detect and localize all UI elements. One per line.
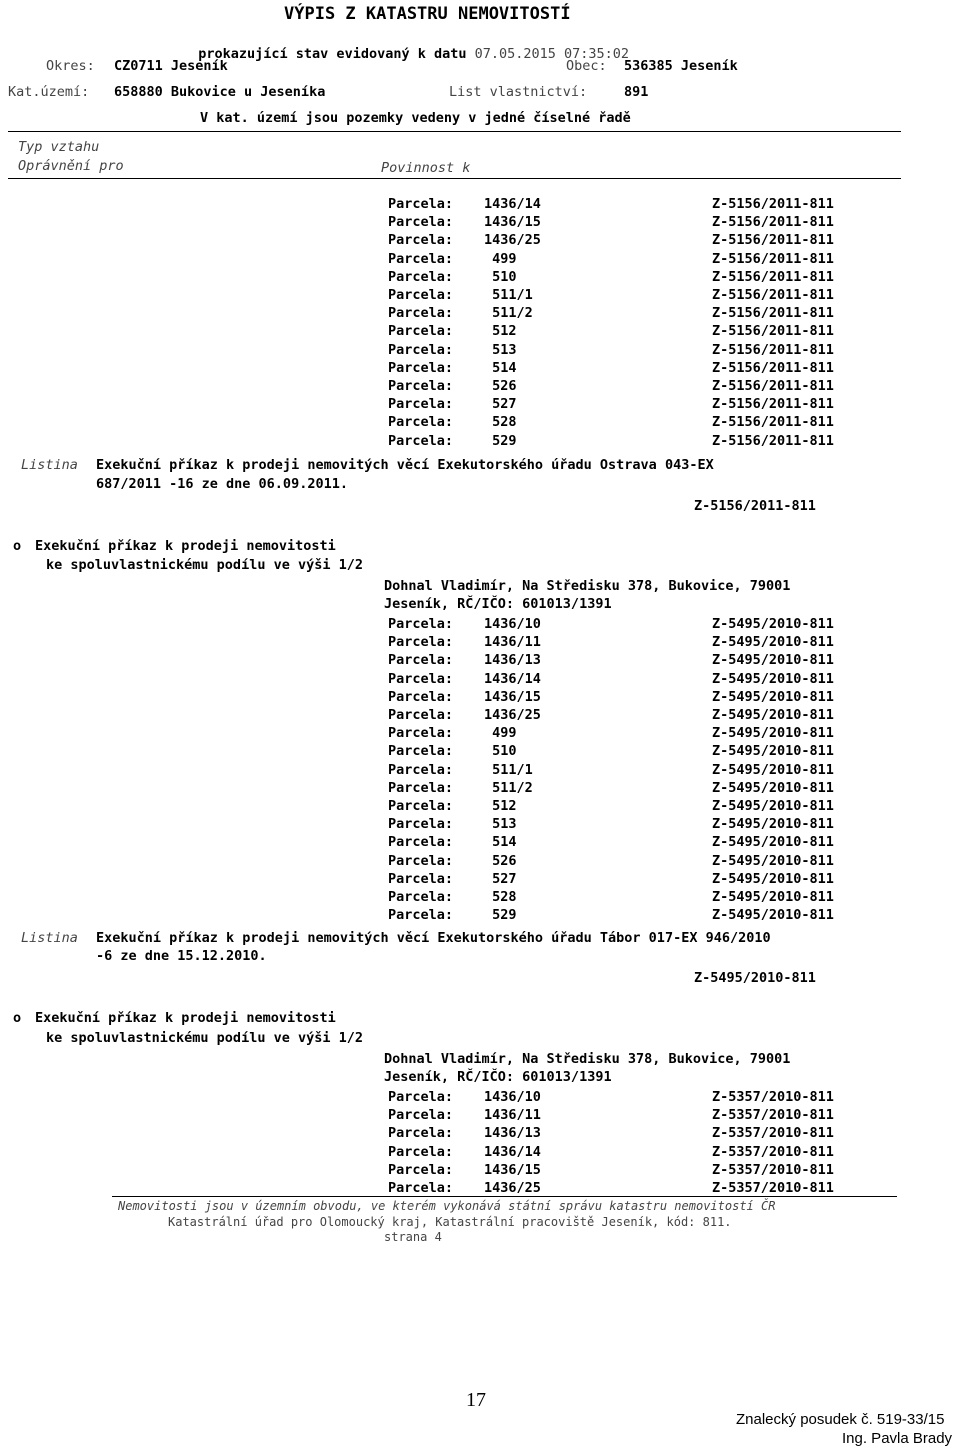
- document-title: VÝPIS Z KATASTRU NEMOVITOSTÍ: [284, 4, 571, 24]
- parcel-number: 1436/11: [484, 634, 541, 651]
- parcel-row: [388, 413, 868, 431]
- encumbrance-subheading: ke spoluvlastnickému podílu ve výši 1/2: [46, 1030, 363, 1046]
- parcel-reference: Z-5357/2010-811: [712, 1089, 834, 1105]
- parcel-row: [388, 706, 868, 724]
- parcel-label: Parcela:: [388, 634, 454, 651]
- parcel-number: 513: [484, 816, 517, 833]
- parcel-reference: Z-5357/2010-811: [712, 1107, 834, 1124]
- parcel-reference: Z-5156/2011-811: [712, 414, 834, 431]
- parcel-row: [388, 286, 868, 304]
- parcel-reference: Z-5156/2011-811: [712, 196, 834, 212]
- parcel-number: 1436/10: [484, 616, 541, 632]
- parcel-reference: Z-5495/2010-811: [712, 852, 834, 869]
- parcel-row: [388, 761, 868, 779]
- parcel-reference: Z-5495/2010-811: [712, 834, 834, 851]
- parcel-row: [388, 779, 868, 797]
- okres-label: Okres:: [46, 58, 95, 74]
- parcel-row: [388, 615, 868, 633]
- parcel-number: 510: [484, 268, 517, 285]
- parcel-reference: Z-5495/2010-811: [712, 761, 834, 778]
- parcel-reference: Z-5156/2011-811: [712, 378, 834, 394]
- parcel-reference: Z-5495/2010-811: [712, 798, 834, 814]
- parcel-label: Parcela:: [388, 250, 454, 267]
- parcel-number: 510: [484, 743, 517, 760]
- parcel-number: 511/1: [484, 287, 533, 303]
- encumbrance-heading: Exekuční příkaz k prodeji nemovitosti: [35, 1010, 336, 1026]
- parcel-row: [388, 888, 868, 906]
- parcel-label: Parcela:: [388, 889, 454, 905]
- parcel-reference: Z-5495/2010-811: [712, 725, 834, 742]
- parcel-label: Parcela:: [388, 761, 454, 778]
- parcel-row: [388, 322, 868, 340]
- parcel-label: Parcela:: [388, 232, 454, 249]
- parcel-row: [388, 852, 868, 870]
- katuzemi-value: 658880 Bukovice u Jeseníka: [114, 84, 326, 100]
- footer-page: strana 4: [384, 1230, 442, 1244]
- parcel-row: [388, 213, 868, 231]
- parcel-reference: Z-5357/2010-811: [712, 1143, 834, 1160]
- parcel-label: Parcela:: [388, 359, 454, 376]
- parcel-reference: Z-5156/2011-811: [712, 214, 834, 231]
- subtitle-prefix: prokazující stav evidovaný k datu: [198, 46, 467, 62]
- parcel-row: [388, 1161, 868, 1179]
- parcel-row: [388, 250, 868, 268]
- parcel-row: [388, 231, 868, 249]
- lv-value: 891: [624, 84, 649, 100]
- parcel-row: [388, 377, 868, 395]
- listina-reference: Z-5156/2011-811: [694, 498, 816, 514]
- parcel-reference: Z-5495/2010-811: [712, 816, 834, 833]
- parcel-number: 511/2: [484, 779, 533, 796]
- parcel-label: Parcela:: [388, 834, 454, 851]
- parcel-number: 499: [484, 250, 517, 267]
- parcel-reference: Z-5495/2010-811: [712, 779, 834, 796]
- parcel-reference: Z-5495/2010-811: [712, 707, 834, 723]
- encumbrance-subheading: ke spoluvlastnickému podílu ve výši 1/2: [46, 557, 363, 573]
- parcel-number: 1436/25: [484, 1180, 541, 1196]
- parcel-number: 512: [484, 798, 517, 814]
- parcel-label: Parcela:: [388, 1125, 454, 1142]
- footer-line2: Katastrální úřad pro Olomoucký kraj, Katastrální pracoviště Jeseník, kód: 811.: [168, 1215, 732, 1229]
- parcel-row: [388, 432, 868, 450]
- parcel-reference: Z-5495/2010-811: [712, 688, 834, 705]
- parcel-number: 514: [484, 359, 517, 376]
- parcel-label: Parcela:: [388, 396, 454, 413]
- parcel-label: Parcela:: [388, 725, 454, 742]
- parcel-number: 512: [484, 323, 517, 340]
- parcel-number: 527: [484, 396, 517, 413]
- parcel-label: Parcela:: [388, 268, 454, 285]
- parcel-label: Parcela:: [388, 852, 454, 869]
- parcel-label: Parcela:: [388, 707, 454, 723]
- column-opravneni-pro: Oprávnění pro: [18, 158, 124, 174]
- parcel-row: [388, 688, 868, 706]
- parcel-row: [388, 633, 868, 651]
- parcel-label: Parcela:: [388, 743, 454, 760]
- parcel-reference: Z-5156/2011-811: [712, 359, 834, 376]
- parcel-number: 1436/25: [484, 232, 541, 249]
- katuzemi-label: Kat.území:: [8, 84, 90, 100]
- parcel-reference: Z-5495/2010-811: [712, 652, 834, 669]
- parcel-number: 1436/25: [484, 707, 541, 723]
- parcel-reference: Z-5495/2010-811: [712, 907, 834, 924]
- parcel-reference: Z-5156/2011-811: [712, 341, 834, 358]
- parcel-row: [388, 1088, 868, 1106]
- parcel-reference: Z-5495/2010-811: [712, 870, 834, 887]
- column-typ-vztahu: Typ vztahu: [18, 139, 100, 155]
- parcel-number: 1436/14: [484, 196, 541, 212]
- parcel-number: 528: [484, 889, 517, 905]
- parcel-label: Parcela:: [388, 196, 454, 212]
- parcel-reference: Z-5156/2011-811: [712, 250, 834, 267]
- parcel-label: Parcela:: [388, 616, 454, 632]
- parcel-number: 1436/14: [484, 1143, 541, 1160]
- parcel-row: [388, 195, 868, 213]
- parcel-label: Parcela:: [388, 287, 454, 303]
- parcel-number: 1436/13: [484, 1125, 541, 1142]
- parcel-row: [388, 651, 868, 669]
- parcel-number: 511/2: [484, 305, 533, 322]
- parcel-label: Parcela:: [388, 378, 454, 394]
- parcel-number: 1436/15: [484, 688, 541, 705]
- parcel-row: [388, 833, 868, 851]
- document-subtitle: [182, 27, 629, 63]
- parcel-row: [388, 670, 868, 688]
- parcel-number: 1436/14: [484, 670, 541, 687]
- parcel-number: 514: [484, 834, 517, 851]
- listina-label: Listina: [21, 930, 78, 946]
- parcel-number: 526: [484, 378, 517, 394]
- listina-text-line2: -6 ze dne 15.12.2010.: [96, 948, 267, 964]
- parcel-reference: Z-5156/2011-811: [712, 323, 834, 340]
- parcel-row: [388, 359, 868, 377]
- parcel-row: [388, 797, 868, 815]
- owner-line1: Dohnal Vladimír, Na Středisku 378, Bukovice, 79001: [384, 578, 791, 594]
- parcel-label: Parcela:: [388, 341, 454, 358]
- listina-text-line2: 687/2011 -16 ze dne 06.09.2011.: [96, 476, 348, 492]
- parcel-row: [388, 304, 868, 322]
- parcel-reference: Z-5495/2010-811: [712, 889, 834, 905]
- parcel-label: Parcela:: [388, 652, 454, 669]
- parcel-row: [388, 1124, 868, 1142]
- parcel-row: [388, 1179, 868, 1197]
- parcel-label: Parcela:: [388, 870, 454, 887]
- parcel-row: [388, 815, 868, 833]
- parcel-number: 529: [484, 907, 517, 924]
- footer-line1: Nemovitosti jsou v územním obvodu, ve kterém vykonává státní správu katastru nemovitostí ČR: [118, 1199, 776, 1213]
- parcel-label: Parcela:: [388, 1161, 454, 1178]
- obec-label: Obec:: [566, 58, 607, 74]
- parcel-label: Parcela:: [388, 688, 454, 705]
- parcel-reference: Z-5357/2010-811: [712, 1180, 834, 1196]
- parcel-label: Parcela:: [388, 670, 454, 687]
- column-povinnost-k: Povinnost k: [381, 160, 471, 176]
- parcel-label: Parcela:: [388, 432, 454, 449]
- header-divider: [8, 131, 901, 132]
- parcel-reference: Z-5495/2010-811: [712, 634, 834, 651]
- parcel-row: [388, 724, 868, 742]
- parcel-label: Parcela:: [388, 1180, 454, 1196]
- parcel-label: Parcela:: [388, 816, 454, 833]
- owner-line1: Dohnal Vladimír, Na Středisku 378, Bukovice, 79001: [384, 1051, 791, 1067]
- parcel-reference: Z-5357/2010-811: [712, 1161, 834, 1178]
- page-number: 17: [466, 1389, 486, 1411]
- parcel-number: 1436/15: [484, 1161, 541, 1178]
- owner-line2: Jeseník, RČ/IČO: 601013/1391: [384, 596, 612, 612]
- parcel-label: Parcela:: [388, 414, 454, 431]
- cadastral-note: V kat. území jsou pozemky vedeny v jedné číselné řadě: [200, 110, 631, 126]
- parcel-reference: Z-5156/2011-811: [712, 287, 834, 303]
- parcel-label: Parcela:: [388, 1143, 454, 1160]
- listina-reference: Z-5495/2010-811: [694, 970, 816, 986]
- parcel-label: Parcela:: [388, 323, 454, 340]
- author-name: Ing. Pavla Brady: [842, 1430, 953, 1447]
- parcel-reference: Z-5495/2010-811: [712, 616, 834, 632]
- parcel-number: 511/1: [484, 761, 533, 778]
- bullet: o: [13, 1010, 22, 1026]
- listina-text-line1: Exekuční příkaz k prodeji nemovitých věcí Exekutorského úřadu Ostrava 043-EX: [96, 457, 714, 473]
- encumbrance-heading: Exekuční příkaz k prodeji nemovitosti: [35, 538, 336, 554]
- parcel-row: [388, 906, 868, 924]
- parcel-reference: Z-5357/2010-811: [712, 1125, 834, 1142]
- parcel-reference: Z-5156/2011-811: [712, 232, 834, 249]
- document-reference: Znalecký posudek č. 519-33/15: [736, 1411, 945, 1428]
- listina-label: Listina: [21, 457, 78, 473]
- parcel-label: Parcela:: [388, 798, 454, 814]
- parcel-reference: Z-5495/2010-811: [712, 743, 834, 760]
- parcel-label: Parcela:: [388, 1107, 454, 1124]
- parcel-number: 527: [484, 870, 517, 887]
- parcel-number: 529: [484, 432, 517, 449]
- parcel-reference: Z-5495/2010-811: [712, 670, 834, 687]
- parcel-reference: Z-5156/2011-811: [712, 396, 834, 413]
- parcel-row: [388, 742, 868, 760]
- obec-value: 536385 Jeseník: [624, 58, 738, 74]
- parcel-number: 1436/10: [484, 1089, 541, 1105]
- parcel-row: [388, 1143, 868, 1161]
- parcel-label: Parcela:: [388, 907, 454, 924]
- parcel-number: 1436/11: [484, 1107, 541, 1124]
- bullet: o: [13, 538, 22, 554]
- parcel-number: 528: [484, 414, 517, 431]
- subtitle-date: 07.05.2015 07:35:02: [474, 46, 630, 62]
- okres-value: CZ0711 Jeseník: [114, 58, 228, 74]
- parcel-number: 526: [484, 852, 517, 869]
- parcel-number: 513: [484, 341, 517, 358]
- parcel-reference: Z-5156/2011-811: [712, 432, 834, 449]
- parcel-row: [388, 870, 868, 888]
- parcel-number: 499: [484, 725, 517, 742]
- columns-divider: [8, 178, 901, 179]
- parcel-label: Parcela:: [388, 214, 454, 231]
- parcel-row: [388, 268, 868, 286]
- parcel-row: [388, 341, 868, 359]
- parcel-label: Parcela:: [388, 305, 454, 322]
- listina-text-line1: Exekuční příkaz k prodeji nemovitých věcí Exekutorského úřadu Tábor 017-EX 946/2010: [96, 930, 771, 946]
- parcel-label: Parcela:: [388, 779, 454, 796]
- parcel-label: Parcela:: [388, 1089, 454, 1105]
- lv-label: List vlastnictví:: [449, 84, 588, 100]
- parcel-row: [388, 395, 868, 413]
- parcel-reference: Z-5156/2011-811: [712, 268, 834, 285]
- owner-line2: Jeseník, RČ/IČO: 601013/1391: [384, 1069, 612, 1085]
- parcel-number: 1436/15: [484, 214, 541, 231]
- parcel-reference: Z-5156/2011-811: [712, 305, 834, 322]
- parcel-number: 1436/13: [484, 652, 541, 669]
- parcel-row: [388, 1106, 868, 1124]
